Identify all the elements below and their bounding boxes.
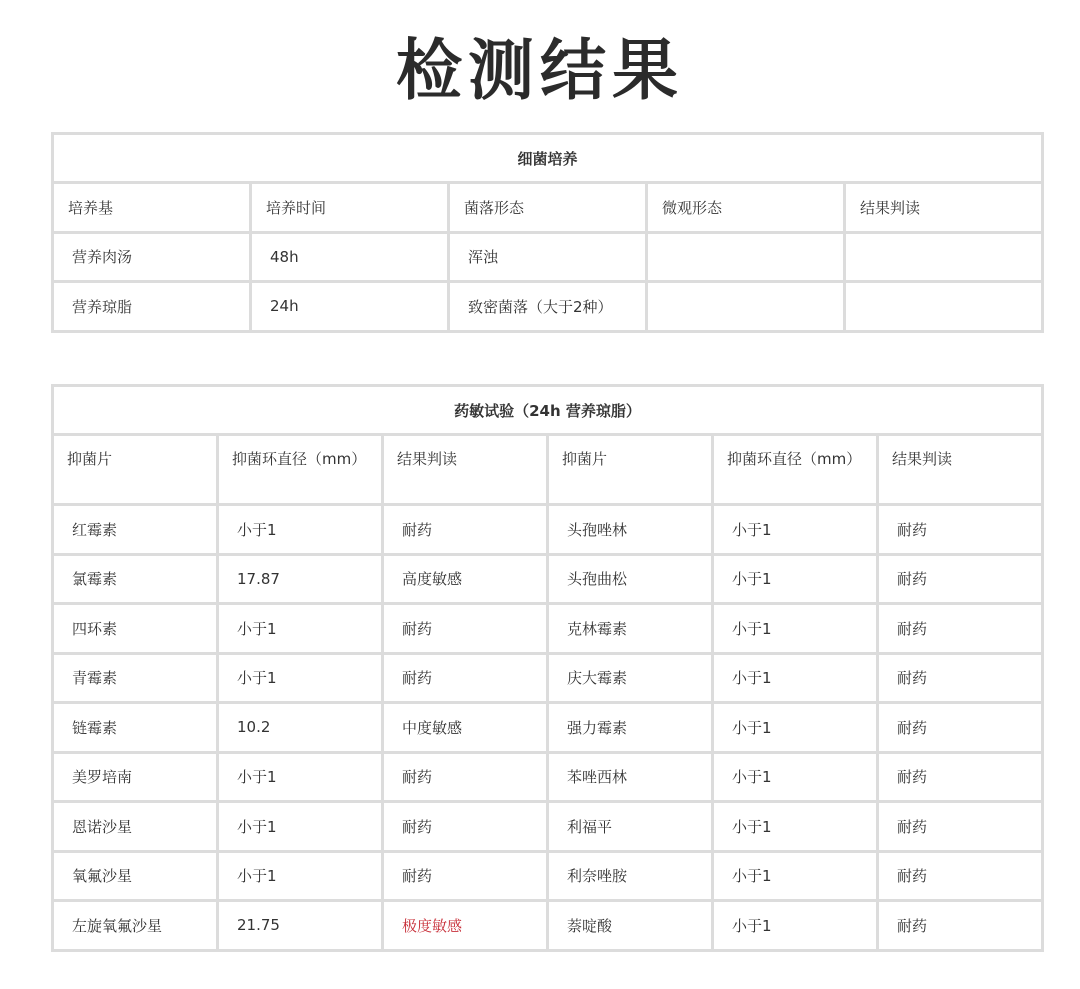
sens-header-result: 结果判读	[879, 436, 1044, 506]
sensitivity-cell: 氯霉素	[54, 556, 219, 606]
sensitivity-cell: 青霉素	[54, 655, 219, 705]
sensitivity-cell: 利奈唑胺	[549, 853, 714, 903]
table-row	[54, 506, 1044, 556]
sensitivity-cell: 克林霉素	[549, 605, 714, 655]
sensitivity-cell: 耐药	[384, 754, 549, 804]
sensitivity-cell: 耐药	[384, 803, 549, 853]
sensitivity-cell: 耐药	[384, 506, 549, 556]
table-row	[54, 234, 1044, 284]
sens-header-disc: 抑菌片	[54, 436, 219, 506]
culture-table-caption: 细菌培养	[54, 135, 1044, 184]
sensitivity-cell: 小于1	[219, 506, 384, 556]
sensitivity-cell: 耐药	[384, 605, 549, 655]
sensitivity-cell: 小于1	[714, 803, 879, 853]
sensitivity-cell: 小于1	[714, 704, 879, 754]
sensitivity-cell: 耐药	[879, 853, 1044, 903]
culture-cell: 致密菌落（大于2种）	[450, 283, 648, 333]
sensitivity-cell: 高度敏感	[384, 556, 549, 606]
sensitivity-cell: 强力霉素	[549, 704, 714, 754]
sensitivity-cell: 左旋氧氟沙星	[54, 902, 219, 952]
sensitivity-cell: 耐药	[879, 754, 1044, 804]
sensitivity-cell: 小于1	[219, 754, 384, 804]
sensitivity-cell: 氧氟沙星	[54, 853, 219, 903]
sensitivity-cell: 小于1	[714, 655, 879, 705]
sensitivity-cell: 10.2	[219, 704, 384, 754]
sensitivity-cell: 头孢唑林	[549, 506, 714, 556]
culture-header-micro: 微观形态	[648, 184, 846, 234]
sensitivity-cell: 17.87	[219, 556, 384, 606]
table-row	[54, 655, 1044, 705]
page-title: 检测结果	[396, 32, 684, 109]
table-row	[54, 902, 1044, 952]
table-row	[54, 605, 1044, 655]
culture-cell	[648, 283, 846, 333]
culture-cell	[846, 234, 1044, 284]
culture-cell: 营养肉汤	[54, 234, 252, 284]
sensitivity-cell: 红霉素	[54, 506, 219, 556]
culture-header-time: 培养时间	[252, 184, 450, 234]
sens-header-diameter: 抑菌环直径（mm）	[219, 436, 384, 506]
culture-cell: 营养琼脂	[54, 283, 252, 333]
culture-cell	[648, 234, 846, 284]
sensitivity-cell: 庆大霉素	[549, 655, 714, 705]
sensitivity-cell: 耐药	[879, 902, 1044, 952]
sensitivity-cell: 美罗培南	[54, 754, 219, 804]
sensitivity-cell: 小于1	[219, 803, 384, 853]
sensitivity-cell: 小于1	[714, 506, 879, 556]
sensitivity-cell: 耐药	[879, 605, 1044, 655]
table-row	[54, 754, 1044, 804]
sens-header-result: 结果判读	[384, 436, 549, 506]
culture-header-colony: 菌落形态	[450, 184, 648, 234]
sensitivity-cell: 耐药	[879, 704, 1044, 754]
culture-cell: 48h	[252, 234, 450, 284]
table-row	[54, 803, 1044, 853]
sensitivity-cell: 小于1	[714, 754, 879, 804]
culture-cell: 浑浊	[450, 234, 648, 284]
sensitivity-cell: 小于1	[219, 605, 384, 655]
sensitivity-cell: 中度敏感	[384, 704, 549, 754]
sensitivity-cell: 21.75	[219, 902, 384, 952]
drug-sensitivity-table	[51, 384, 1044, 952]
sensitivity-cell: 苯唑西林	[549, 754, 714, 804]
sensitivity-table-caption: 药敏试验（24h 营养琼脂）	[54, 387, 1044, 436]
sens-header-diameter: 抑菌环直径（mm）	[714, 436, 879, 506]
sensitivity-cell: 利福平	[549, 803, 714, 853]
culture-cell: 24h	[252, 283, 450, 333]
bacteria-culture-table	[51, 132, 1044, 333]
sensitivity-cell: 小于1	[714, 853, 879, 903]
sensitivity-cell: 小于1	[219, 655, 384, 705]
sensitivity-cell: 耐药	[879, 655, 1044, 705]
sensitivity-cell: 萘啶酸	[549, 902, 714, 952]
sensitivity-cell: 耐药	[384, 853, 549, 903]
culture-header-result: 结果判读	[846, 184, 1044, 234]
sensitivity-cell: 四环素	[54, 605, 219, 655]
sensitivity-cell: 耐药	[879, 803, 1044, 853]
sensitivity-cell: 小于1	[714, 605, 879, 655]
sensitivity-cell: 恩诺沙星	[54, 803, 219, 853]
sensitivity-cell: 链霉素	[54, 704, 219, 754]
table-row	[54, 556, 1044, 606]
sensitivity-cell: 耐药	[879, 556, 1044, 606]
sensitivity-cell: 头孢曲松	[549, 556, 714, 606]
sens-header-disc: 抑菌片	[549, 436, 714, 506]
sensitivity-cell: 耐药	[384, 655, 549, 705]
sensitivity-cell: 小于1	[219, 853, 384, 903]
sensitivity-cell: 小于1	[714, 902, 879, 952]
table-row	[54, 283, 1044, 333]
culture-cell	[846, 283, 1044, 333]
table-row	[54, 853, 1044, 903]
sensitivity-cell: 极度敏感	[384, 902, 549, 952]
sensitivity-cell: 耐药	[879, 506, 1044, 556]
culture-header-medium: 培养基	[54, 184, 252, 234]
table-row	[54, 704, 1044, 754]
sensitivity-cell: 小于1	[714, 556, 879, 606]
